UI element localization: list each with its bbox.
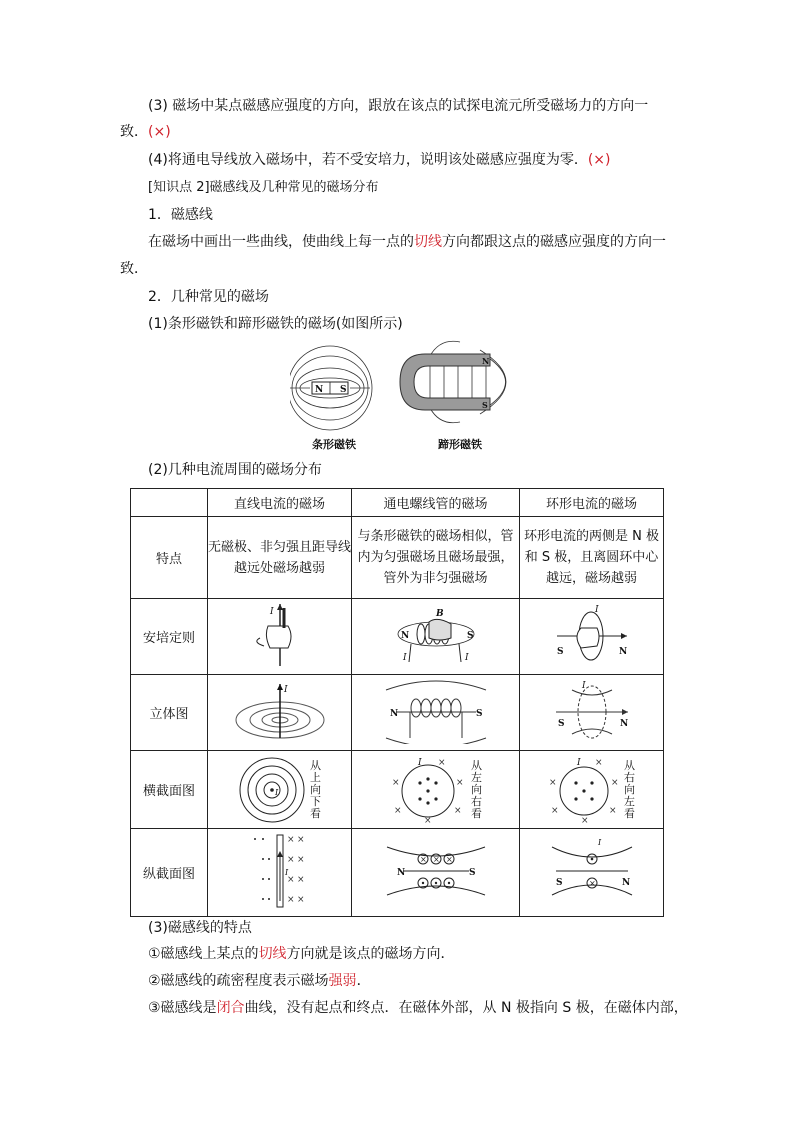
svg-text:I: I (269, 606, 274, 617)
table-header-straight: 直线电流的磁场 (208, 489, 352, 517)
svg-text:N: N (621, 877, 630, 888)
feature-point-1: ①磁感线上某点的切线方向就是该点的磁场方向． (148, 946, 455, 962)
bar-north-label: N (315, 385, 324, 395)
svg-text:×: × (453, 805, 462, 816)
svg-text:N: N (618, 646, 627, 657)
row-label-cross: 横截面图 (131, 751, 208, 829)
knowledge-point-2: [知识点 2]磁感线及几种常见的磁场分布 (148, 180, 379, 195)
svg-text:S: S (475, 708, 482, 719)
stereo-ring-diagram (542, 678, 642, 744)
magnets-figure (290, 340, 530, 450)
svg-text:I: I (283, 684, 288, 695)
svg-text:I: I (576, 757, 581, 768)
stereo-ring-cell (520, 675, 664, 751)
stereo-solenoid-cell (352, 675, 520, 751)
statement-3-cont: 致．(×) (120, 124, 171, 140)
longitudinal-straight-diagram (245, 831, 315, 911)
svg-text:I: I (594, 604, 599, 615)
svg-text:N: N (619, 718, 628, 729)
svg-text:×: × (437, 757, 446, 768)
ampere-straight-cell (208, 599, 352, 675)
feature-straight: 无磁极、非匀强且距导线越远处磁场越弱 (208, 517, 352, 599)
svg-text:I: I (581, 680, 586, 691)
svg-text:×: × (548, 777, 557, 788)
svg-text:S: S (556, 646, 563, 657)
feature-point-3: ③磁感线是闭合曲线，没有起点和终点．在磁体外部，从 N 极指向 S 极，在磁体内部， (148, 1000, 688, 1016)
horseshoe-magnet-caption: 蹄形磁铁 (438, 438, 482, 451)
svg-text:×: × (296, 854, 305, 865)
row-label-ampere: 安培定则 (131, 599, 208, 675)
svg-text:×: × (296, 834, 305, 845)
svg-text:×: × (286, 894, 295, 905)
cross-ring-diagram (547, 755, 621, 825)
long-straight-cell (208, 829, 352, 917)
row-label-feature: 特点 (131, 517, 208, 599)
wrong-mark: (×) (587, 152, 611, 168)
svg-text:×: × (286, 874, 295, 885)
svg-text:I: I (402, 652, 407, 663)
statement-4: (4)将通电导线放入磁场中，若不受安培力，说明该处磁感应强度为零．(×) (148, 152, 611, 168)
svg-text:×: × (419, 854, 427, 864)
svg-text:×: × (393, 805, 402, 816)
svg-text:×: × (296, 894, 305, 905)
magnets-paragraph: (1)条形磁铁和蹄形磁铁的磁场(如图所示) (148, 316, 403, 332)
definition-line: 在磁场中画出一些曲线，使曲线上每一点的切线方向都跟这点的磁感应强度的方向一 (148, 234, 666, 250)
svg-text:I: I (284, 867, 288, 877)
ampere-solenoid-cell (352, 599, 520, 675)
stereo-straight-cell (208, 675, 352, 751)
cross-solenoid-cell (352, 751, 520, 829)
svg-text:S: S (468, 867, 475, 878)
cross-solenoid-diagram (388, 755, 468, 825)
svg-text:B: B (435, 608, 444, 619)
section-2-title: 2．几种常见的磁场 (148, 289, 269, 305)
svg-text:×: × (286, 854, 295, 865)
svg-text:I: I (464, 652, 469, 663)
longitudinal-solenoid-diagram (381, 831, 491, 911)
longitudinal-ring-diagram (542, 831, 642, 911)
statement-3: (3) 磁场中某点磁感应强度的方向，跟放在该点的试探电流元所受磁场力的方向一 (148, 98, 649, 114)
wrong-mark: (×) (148, 124, 171, 140)
horseshoe-south-label: S (482, 400, 488, 410)
svg-text:×: × (594, 757, 603, 768)
magnetic-field-table (130, 488, 664, 917)
long-solenoid-cell (352, 829, 520, 917)
svg-text:×: × (610, 777, 619, 788)
section-1-title: 1．磁感线 (148, 207, 213, 223)
stereo-straight-diagram (230, 678, 330, 744)
svg-text:N: N (396, 867, 405, 878)
long-ring-cell (520, 829, 664, 917)
svg-text:×: × (423, 815, 432, 825)
svg-text:S: S (555, 877, 562, 888)
ampere-ring-cell (520, 599, 664, 675)
stereo-solenoid-diagram (376, 678, 496, 744)
cross-straight-cell (208, 751, 352, 829)
right-hand-solenoid-icon (381, 602, 491, 668)
svg-text:S: S (557, 718, 564, 729)
feature-solenoid: 与条形磁铁的磁场相似，管内为匀强磁场且磁场最强，管外为非匀强磁场 (352, 517, 520, 599)
feature-point-2: ②磁感线的疏密程度表示磁场强弱． (148, 973, 371, 989)
right-hand-ring-icon (547, 602, 637, 668)
table-header-solenoid: 通电螺线管的磁场 (352, 489, 520, 517)
currents-paragraph: (2)几种电流周围的磁场分布 (148, 462, 322, 478)
table-header-ring: 环形电流的磁场 (520, 489, 664, 517)
svg-text:N: N (389, 708, 398, 719)
svg-text:I: I (274, 787, 278, 797)
svg-text:×: × (432, 854, 440, 864)
svg-text:×: × (580, 815, 589, 825)
bar-magnet-caption: 条形磁铁 (312, 438, 356, 451)
svg-text:I: I (597, 837, 601, 847)
svg-text:N: N (400, 630, 409, 641)
svg-text:S: S (466, 630, 473, 641)
svg-text:×: × (286, 834, 295, 845)
svg-text:×: × (608, 805, 617, 816)
feature-ring: 环形电流的两侧是 N 极和 S 极，且离圆环中心越远，磁场越弱 (520, 517, 664, 599)
right-hand-straight-icon (250, 602, 310, 668)
svg-text:×: × (391, 777, 400, 788)
row-label-stereo: 立体图 (131, 675, 208, 751)
view-label-top-down: 从上向下看 (310, 758, 321, 820)
cross-ring-cell (520, 751, 664, 829)
cross-straight-diagram (237, 755, 307, 825)
svg-text:×: × (296, 874, 305, 885)
row-label-longitudinal: 纵截面图 (131, 829, 208, 917)
svg-text:×: × (588, 878, 596, 888)
table-header-empty (131, 489, 208, 517)
svg-text:I: I (417, 757, 422, 768)
definition-line-cont: 致． (120, 261, 148, 277)
bar-south-label: S (340, 385, 347, 395)
view-label-left-right: 从左向右看 (471, 758, 482, 820)
svg-text:×: × (455, 777, 464, 788)
svg-text:×: × (445, 854, 453, 864)
svg-text:×: × (550, 805, 559, 816)
field-line-features-title: (3)磁感线的特点 (148, 920, 252, 936)
horseshoe-north-label: N (482, 356, 490, 366)
view-label-right-left: 从右向左看 (624, 758, 635, 820)
